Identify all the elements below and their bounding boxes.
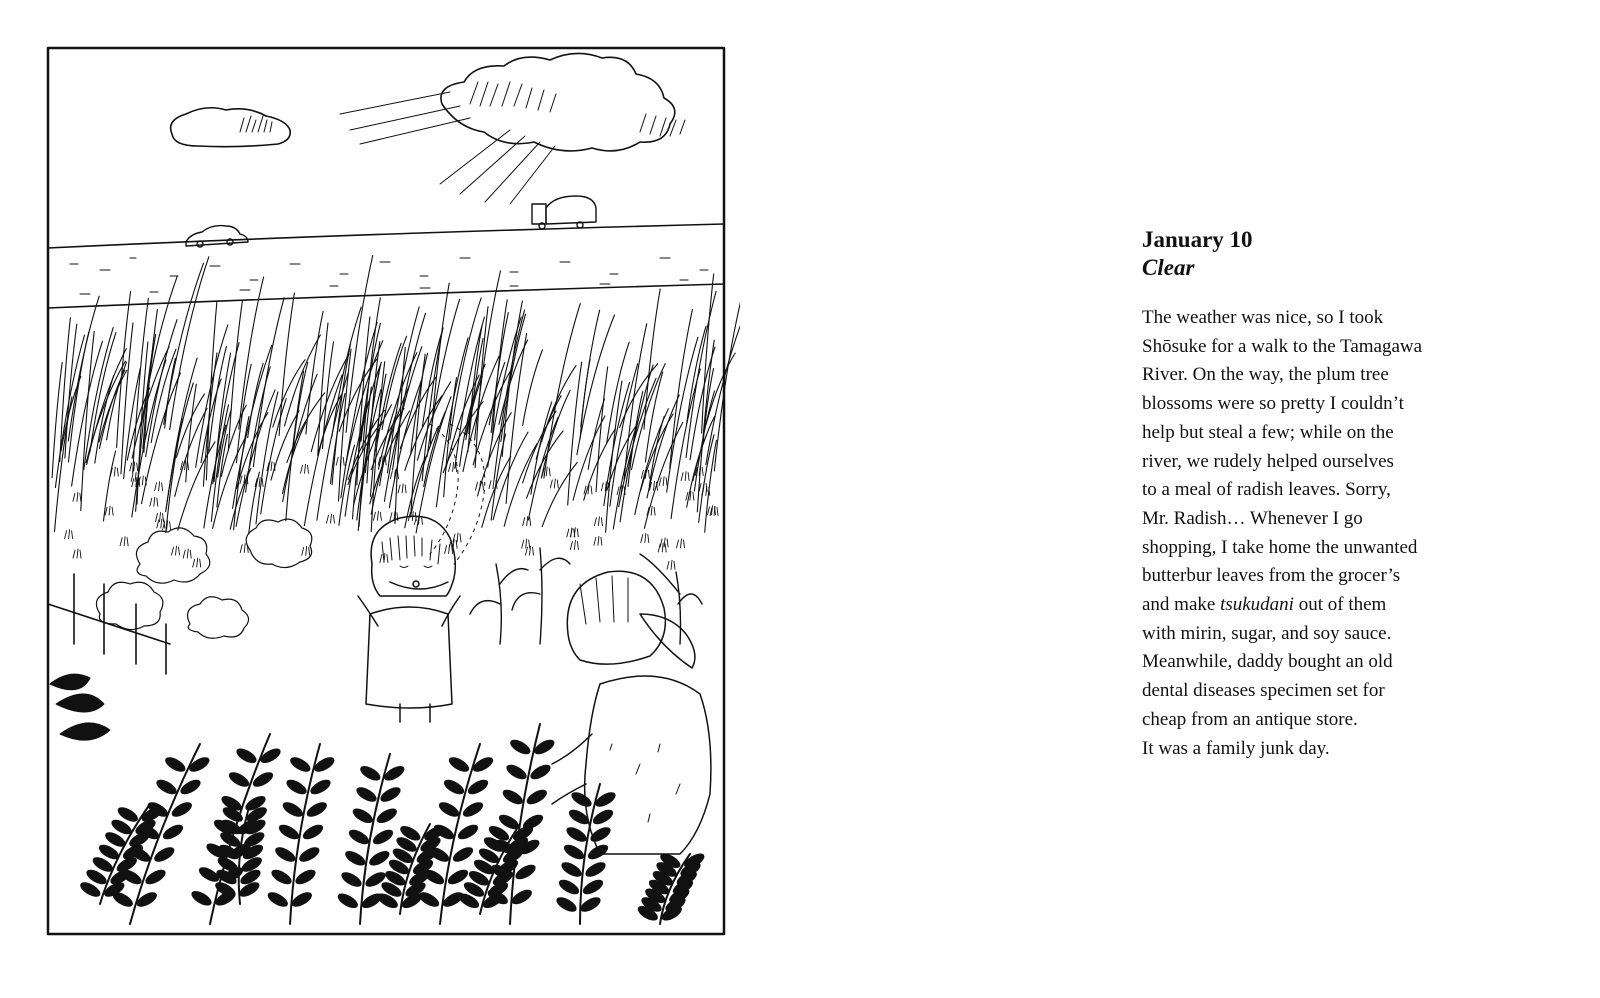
radish-leaflet [562,842,586,862]
grass-stroke [178,442,215,530]
radish-leaflet [354,785,378,805]
grass-stroke [670,310,693,469]
radish-leaflet [347,827,371,847]
radish-leaflet [508,737,532,757]
entry-line: The weather was nice, so I took [1142,307,1384,328]
radish-leaflet [163,755,187,775]
cloud-small [171,108,291,147]
entry-line: to a meal of radish leaves. Sorry, [1142,479,1391,501]
radish-leaflet [358,763,382,783]
grass-stroke [635,409,669,515]
entry-line: dental diseases specimen set for [1142,680,1385,702]
radish-leaflet [437,800,461,820]
shrubs [96,519,311,638]
entry-line: It was a family junk day. [1142,737,1330,759]
radish-leaflet [554,895,578,915]
grass-tuft [155,482,163,491]
grass-tuft [183,549,191,558]
entry-date: January 10 [1142,227,1253,252]
grass-stroke [411,427,439,517]
radish-leaflet [564,825,588,845]
radish-leaflet [525,787,549,807]
radish-leaflet [371,827,395,847]
entry-body [1142,304,1462,763]
ink-illustration [40,44,740,942]
radish-leaflet [189,888,213,908]
grass-tuft [550,479,558,488]
radish-leaflet [504,762,528,782]
radish-leaflet [510,887,534,907]
radish-leaflet [581,877,605,897]
grass-stroke [714,297,740,471]
radish-leaflet [277,822,301,842]
tall-grass [52,256,740,570]
radish-leaflet [293,867,317,887]
radish-leaflet [586,842,610,862]
diary-entry [1142,226,1462,763]
entry-line: River. On the way, the plum tree [1142,364,1389,386]
radish-leaflet [288,755,312,775]
grass-tuft [660,538,668,547]
entry-line-italic-mix [1142,591,1462,620]
grass-stroke [144,310,158,453]
grass-stroke [542,463,577,527]
entry-line: help but steal a few; while on the [1142,421,1394,443]
grass-tuft [658,543,666,552]
radish-leaflet [266,890,290,910]
grass-tuft [65,530,73,539]
radish-leaflet [451,845,475,865]
grass-tuft [641,534,649,543]
radish-leaflet [375,806,399,826]
stalk-plants [470,548,702,644]
radish-leaflet [557,877,581,897]
grass-tuft [594,536,602,545]
grass-tuft [336,456,344,465]
grass-stroke [318,323,328,454]
radish-leaflet [591,807,615,827]
grass-tuft [476,481,484,490]
truck-icon [532,196,596,229]
grass-stroke [568,362,582,505]
entry-line: cheap from an antique store. [1142,708,1358,730]
grass-stroke [671,369,700,519]
radish-leaflet [578,895,602,915]
grass-tuft [523,517,531,526]
radish-leaflet [456,822,480,842]
entry-text-fragment: and make [1142,594,1221,616]
grass-stroke [146,320,177,457]
radish-leaflet [343,848,367,868]
grass-tuft [120,537,128,546]
entry-italic-term: tsukudani [1220,594,1294,616]
entry-text-fragment: out of them [1293,594,1387,616]
grass-tuft [373,511,381,520]
radish-leaflet [583,860,607,880]
grass-stroke [644,289,660,429]
grass-tuft [398,484,406,493]
grass-tuft [570,541,578,550]
radish-leaflet [297,845,321,865]
radish-leaflet [447,755,471,775]
grass-stroke [124,368,141,478]
entry-weather: Clear [1142,255,1195,280]
radish-leaflet [308,777,332,797]
entry-line: with mirin, sugar, and soy sauce. [1142,622,1392,644]
radish-leaflet [378,785,402,805]
grass-tuft [73,549,81,558]
grass-stroke [523,350,543,426]
car-icon [186,226,248,247]
radish-leaflet [234,746,258,766]
grass-tuft [327,514,335,523]
grass-tuft [193,558,201,567]
grass-tuft [302,546,310,555]
radish-leaflet [501,787,525,807]
grass-tuft [445,545,453,554]
radish-leaflet [269,867,293,887]
sun-rays [340,92,555,204]
entry-line: Mr. Radish… Whenever I go [1142,507,1363,529]
entry-line: river, we rudely helped ourselves [1142,450,1394,472]
radish-leaflet [528,762,552,782]
road-line [48,224,724,248]
grass-tuft [594,517,602,526]
entry-line: butterbur leaves from the grocer’s [1142,565,1401,587]
entry-line: blossoms were so pretty I couldn’t [1142,393,1404,415]
grass-tuft [301,464,309,473]
radish-leaflet [569,790,593,810]
grass-tuft [659,477,667,486]
radish-leaflet [367,848,391,868]
grass-tuft [150,497,158,506]
radish-leaflet [154,777,178,797]
cloud-large [441,53,685,150]
radish-leaves [78,724,706,924]
radish-leaflet [281,800,305,820]
entry-line: Meanwhile, daddy bought an old [1142,651,1393,673]
radish-leaflet [284,777,308,797]
radish-leaflet [161,822,185,842]
water-ticks [70,258,708,294]
grass-tuft [105,506,113,515]
riverbank-line [48,284,724,308]
radish-leaflet [227,770,251,790]
grass-tuft [522,539,530,548]
child-figure-center [358,516,460,722]
radish-leaflet [305,800,329,820]
grass-stroke [544,304,580,479]
radish-leaflet [301,822,325,842]
grass-tuft [156,513,164,522]
radish-leaflet [442,777,466,797]
grass-tuft [567,528,575,537]
grass-tuft [172,546,180,555]
grass-stroke [170,257,209,430]
radish-leaflet [559,860,583,880]
radish-leaflet [351,806,375,826]
radish-leaflet [461,800,485,820]
grass-stroke [52,363,62,478]
illustration-svg [40,44,740,942]
radish-leaflet [339,870,363,890]
grass-tuft [667,560,675,569]
grass-tuft [677,539,685,548]
radish-leaflet [273,845,297,865]
grass-tuft [681,472,689,481]
dark-leaves-left [50,674,110,740]
grass-tuft [73,492,81,501]
radish-leaflet [336,891,360,911]
grass-stroke [628,392,643,487]
grass-stroke [55,397,72,532]
entry-line: shopping, I take home the unwanted [1142,536,1418,558]
grass-stroke [542,366,577,442]
radish-leaflet [290,890,314,910]
grass-stroke [388,307,420,473]
entry-line: Shōsuke for a walk to the Tamagawa [1142,335,1423,357]
